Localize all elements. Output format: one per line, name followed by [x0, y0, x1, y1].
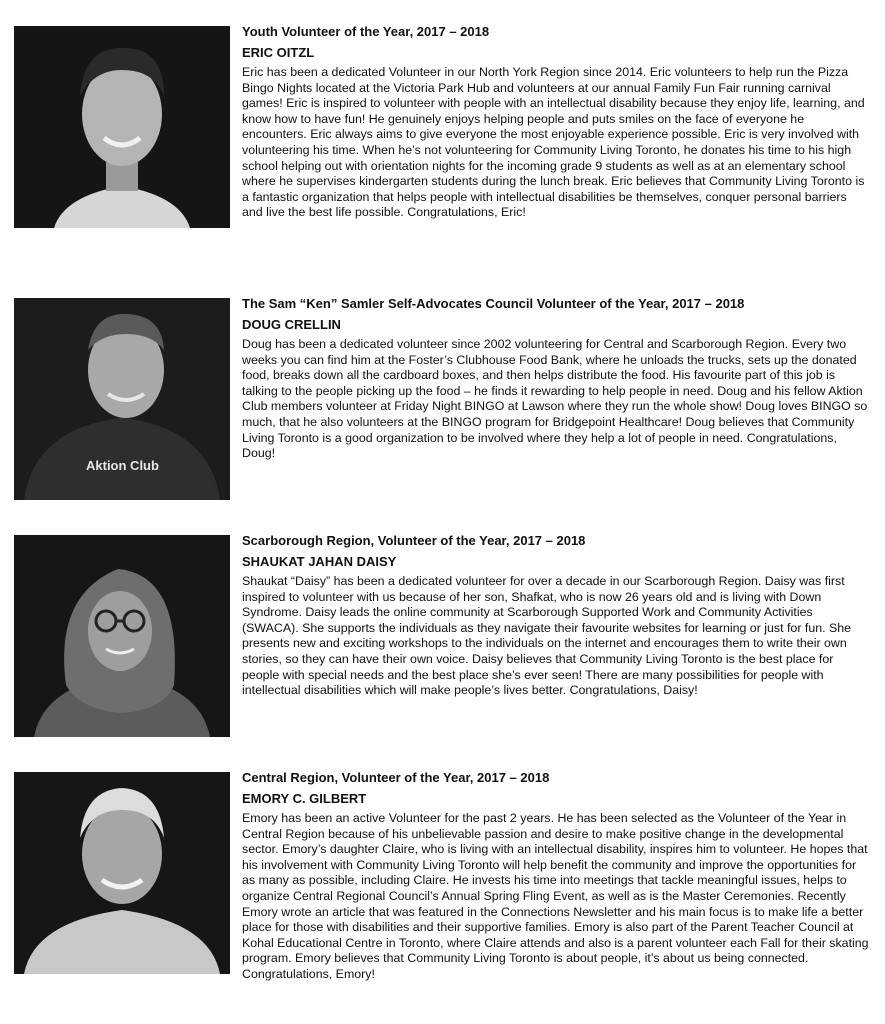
volunteer-name: EMORY C. GILBERT — [242, 791, 367, 806]
volunteer-bio: Shaukat “Daisy” has been a dedicated volunteer for over a decade in our Scarborough Region. Daisy was first inspired to volunteer with us because of her son, Shafkat, who is now 26 years old and is living with Down Syndrome. Daisy leads the online community at Scarborough Supported Work and Community Activities (SWACA). She supports the individuals as they navigate their favourite websites for learning or just for fun. She presents new and exciting workshops to the individuals on the internet and encourages them to write their own stories, so they can have their own voice. Daisy believes that Community Living Toronto is the best place for people with special needs and the best place she’s ever seen! There are many possibilities for people with intellectual disabilities which will make people’s lives better. Congratulations, Daisy! — [242, 574, 852, 698]
portrait-photo-doug — [14, 298, 230, 500]
portrait-photo-emory — [14, 772, 230, 974]
entry-text — [242, 533, 870, 699]
entry-text — [242, 770, 870, 983]
shirt-logo-text: Aktion Club — [86, 458, 159, 473]
volunteer-name: SHAUKAT JAHAN DAISY — [242, 554, 397, 569]
volunteer-name: DOUG CRELLIN — [242, 317, 341, 332]
volunteer-name: ERIC OITZL — [242, 45, 315, 60]
volunteer-bio: Eric has been a dedicated Volunteer in our North York Region since 2014. Eric volunteers to help run the Pizza Bingo Nights located at the Victoria Park Hub and volunteers at our annual Family Fun Fair running carnival games! Eric is inspired to volunteer with people with an intellectual disability because they enjoy life, learning, and know how to have fun! He genuinely enjoys helping people and puts smiles on the face of everyone he encounters. Eric always aims to give everyone the most enjoyable experience possible. Eric is very involved with volunteering his time. When he’s not volunteering for Community Living Toronto, he donates his time to his high school helping out with orientation nights for the incoming grade 9 students as well as at an elementary school where he supervises kindergarten students during the lunch break. Eric believes that Community Living Toronto is a fantastic organization that helps people with intellectual disabilities be themselves, conquer personal barriers and live the best life possible. Congratulations, Eric! — [242, 65, 865, 220]
volunteer-bio: Doug has been a dedicated volunteer since 2002 volunteering for Central and Scarborough Region. Every two weeks you can find him at the Foster’s Clubhouse Food Bank, where he unloads the trucks, sets up the donated food, breaks down all the cardboard boxes, and then helps distribute the food. His favourite part of this job is talking to the people picking up the food – he finds it rewarding to help people in need. Doug and his fellow Aktion Club members volunteer at Friday Night BINGO at Lawson where they run the whole show! Doug loves BINGO so much, that he also volunteers at the BINGO program for Bridgepoint Healthcare! Doug believes that Community Living Toronto is a good organization to be involved where they help a lot of people in need. Congratulations, Doug! — [242, 337, 868, 461]
portrait-photo-eric — [14, 26, 230, 228]
entry-text — [242, 24, 870, 221]
award-title: Youth Volunteer of the Year, 2017 – 2018 — [242, 24, 490, 39]
volunteer-bio: Emory has been an active Volunteer for the past 2 years. He has been selected as the Volunteer of the Year in Central Region because of his unbelievable passion and desire to make positive change in the developmental sector. Emory’s daughter Claire, who is living with an intellectual disability, inspires him to volunteer. He hopes that his involvement with Community Living Toronto will help benefit the community and improve the opportunities for as many as possible, including Claire. He invests his time into meetings that tackle meaningful issues, helps to organize Central Regional Council’s Annual Spring Fling Event, as well as is the Master Ceremonies. Recently Emory wrote an article that was featured in the Connections Newsletter and his main focus is to make life a better place for those with disabilities and their supportive families. Emory is also part of the Parent Teacher Council at Kohal Educational Centre in Toronto, where Claire attends and also is a parent volunteer each Fall for their skating program. Emory believes that Community Living Toronto is about people, it’s about us being connected. Congratulations, Emory! — [242, 811, 869, 981]
award-title: Scarborough Region, Volunteer of the Year, 2017 – 2018 — [242, 533, 586, 548]
entry-text — [242, 296, 870, 462]
award-title: The Sam “Ken” Samler Self-Advocates Council Volunteer of the Year, 2017 – 2018 — [242, 296, 745, 311]
portrait-photo-daisy — [14, 535, 230, 737]
award-title: Central Region, Volunteer of the Year, 2017 – 2018 — [242, 770, 550, 785]
